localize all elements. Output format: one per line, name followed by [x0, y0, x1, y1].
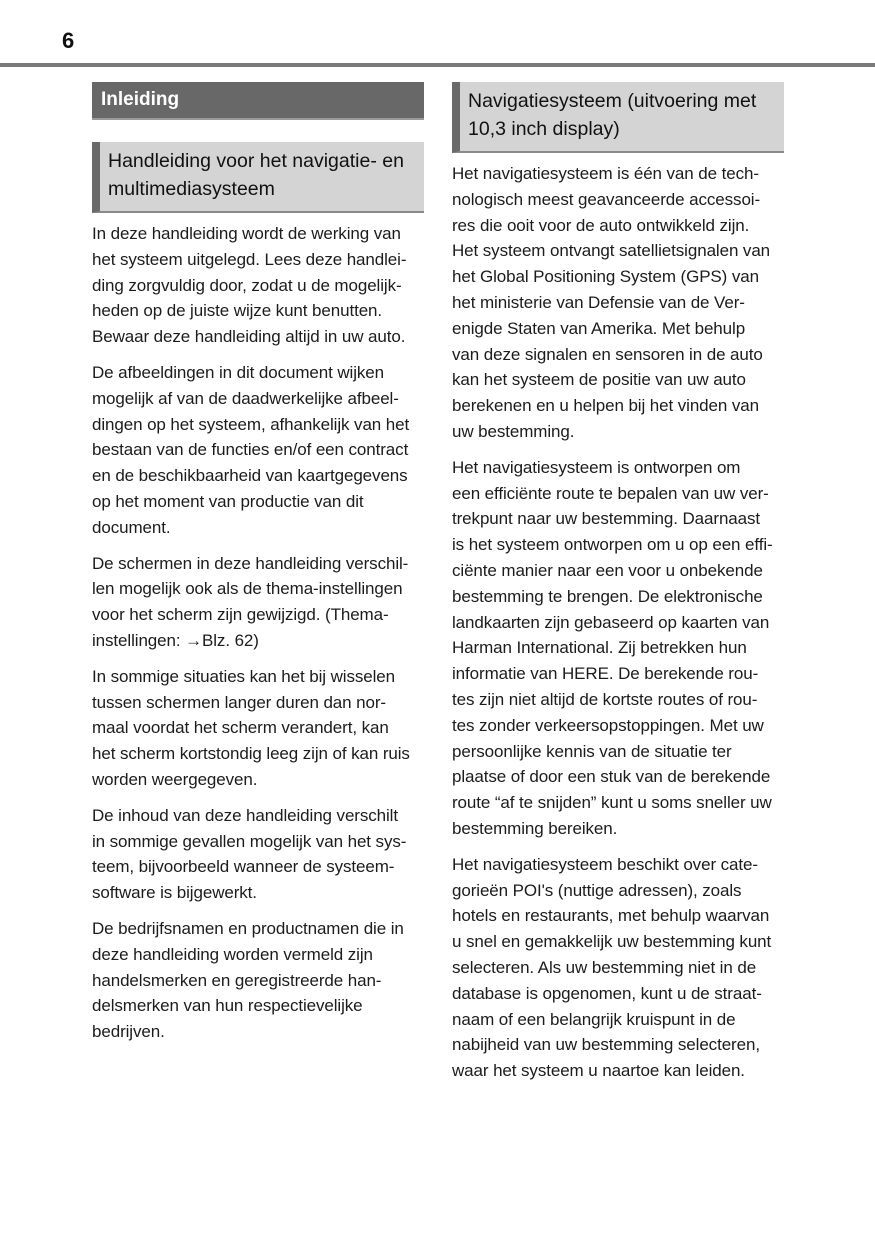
- text-line: plaatse of door een stuk van de berekende: [452, 767, 771, 787]
- text-line: het Global Positioning System (GPS) van: [452, 267, 759, 287]
- text-line: tussen schermen langer duren dan nor-: [92, 692, 386, 712]
- text-line: een efficiënte route te bepalen van uw ver-: [452, 483, 769, 503]
- paragraph: [452, 161, 784, 445]
- text-line: en de beschikbaarheid van kaartgegevens: [92, 466, 408, 486]
- left-column: [92, 82, 424, 1055]
- page-reference-link[interactable]: instellingen: →Blz. 62): [92, 630, 259, 650]
- text-line: software is bijgewerkt.: [92, 883, 257, 903]
- paragraph: [452, 852, 784, 1084]
- text-line: De afbeeldingen in dit document wijken: [92, 362, 384, 382]
- text-line: u snel en gemakkelijk uw bestemming kunt: [452, 932, 772, 952]
- text-line: In deze handleiding wordt de werking van: [92, 224, 401, 243]
- page-number: 6: [62, 28, 75, 53]
- text-line: bedrijven.: [92, 1022, 165, 1042]
- text-line: kan het systeem de positie van uw auto: [452, 370, 746, 390]
- text-line: database is opgenomen, kunt u de straat-: [452, 983, 762, 1003]
- subsection-title-line: Handleiding voor het navigatie- en: [108, 150, 404, 172]
- subsection-title-line: multimediasysteem: [108, 178, 275, 200]
- text-line: handelsmerken en geregistreerde han-: [92, 970, 382, 990]
- text-line: informatie van HERE. De berekende rou-: [452, 664, 759, 684]
- text-line: van deze signalen en sensoren in de auto: [452, 344, 763, 364]
- text-line: ding zorgvuldig door, zodat u de mogelijk-: [92, 275, 402, 295]
- text-line: hotels en restaurants, met behulp waarvan: [452, 906, 770, 926]
- text-line: enigde Staten van Amerika. Met behulp: [452, 318, 746, 338]
- text-line: Het navigatiesysteem beschikt over cate-: [452, 854, 758, 874]
- text-line: tes zijn niet altijd de kortste routes of rou-: [452, 689, 758, 709]
- text-line: gorieën POI's (nuttige adressen), zoals: [452, 880, 742, 900]
- text-line: nologisch meest geavanceerde accessoi-: [452, 189, 761, 209]
- text-line: teem, bijvoorbeeld wanneer de systeem-: [92, 857, 395, 877]
- subsection-title: [452, 82, 784, 153]
- right-column: [452, 82, 784, 1094]
- text-line: De inhoud van deze handleiding verschilt: [92, 805, 398, 825]
- text-line: deze handleiding worden vermeld zijn: [92, 944, 373, 964]
- text-line: route “af te snijden” kunt u soms sneller uw: [452, 793, 772, 813]
- right-body: [452, 161, 784, 1084]
- text-line: maal voordat het scherm verandert, kan: [92, 718, 389, 738]
- text-line: selecteren. Als uw bestemming niet in de: [452, 957, 757, 977]
- subsection-title-line: 10,3 inch display): [468, 118, 620, 140]
- text-line: In sommige situaties kan het bij wisselen: [92, 666, 395, 686]
- section-title: Inleiding: [92, 82, 424, 120]
- text-line: waar het systeem u naartoe kan leiden.: [452, 1061, 745, 1081]
- text-line: ciënte manier naar een voor u onbekende: [452, 560, 763, 580]
- text-line: delsmerken van hun respectievelijke: [92, 996, 363, 1016]
- text-line: De schermen in deze handleiding verschil-: [92, 553, 409, 573]
- paragraph: [92, 221, 424, 350]
- paragraph: [92, 664, 424, 793]
- text-line: naam of een belangrijk kruispunt in de: [452, 1009, 736, 1029]
- paragraph: [92, 803, 424, 906]
- text-line: uw bestemming.: [452, 421, 575, 441]
- text-line: persoonlijke kennis van de situatie ter: [452, 741, 732, 761]
- paragraph: [452, 455, 784, 842]
- text-line: Bewaar deze handleiding altijd in uw auto.: [92, 327, 406, 347]
- text-line: voor het scherm zijn gewijzigd. (Thema-: [92, 605, 389, 625]
- text-line: dingen op het systeem, afhankelijk van het: [92, 414, 410, 434]
- text-line: het systeem uitgelegd. Lees deze handlei-: [92, 249, 407, 269]
- text-line: bestaan van de functies en/of een contract: [92, 440, 409, 460]
- paragraph: [92, 551, 424, 654]
- text-line: het scherm kortstondig leeg zijn of kan ruis: [92, 744, 410, 764]
- text-line: landkaarten zijn gebaseerd op kaarten van: [452, 612, 770, 632]
- text-line: berekenen en u helpen bij het vinden van: [452, 396, 759, 416]
- text-line: document.: [92, 517, 171, 537]
- text-line: tes zonder verkeersopstoppingen. Met uw: [452, 715, 764, 735]
- paragraph: [92, 360, 424, 541]
- subsection-title-line: Navigatiesysteem (uitvoering met: [468, 90, 757, 112]
- text-line: len mogelijk ook als de thema-instellingen: [92, 579, 403, 599]
- subsection-title: [92, 142, 424, 213]
- text-line: in sommige gevallen mogelijk van het sys-: [92, 831, 407, 851]
- text-line: Harman International. Zij betrekken hun: [452, 638, 747, 658]
- header-rule: [0, 63, 875, 67]
- text-line: res die ooit voor de auto ontwikkeld zijn.: [452, 215, 750, 235]
- text-line: trekpunt naar uw bestemming. Daarnaast: [452, 509, 761, 529]
- text-line: mogelijk af van de daadwerkelijke afbeel-: [92, 388, 399, 408]
- left-body: [92, 221, 424, 1045]
- text-line: nabijheid van uw bestemming selecteren,: [452, 1035, 760, 1055]
- text-line: De bedrijfsnamen en productnamen die in: [92, 918, 404, 938]
- paragraph: [92, 916, 424, 1045]
- text-line: bestemming bereiken.: [452, 818, 618, 838]
- text-line: op het moment van productie van dit: [92, 491, 364, 511]
- text-line: is het systeem ontworpen om u op een effi-: [452, 535, 773, 555]
- text-line: bestemming te brengen. De elektronische: [452, 586, 763, 606]
- text-line: Het navigatiesysteem is één van de tech-: [452, 164, 759, 183]
- text-line: Het systeem ontvangt satellietsignalen van: [452, 241, 771, 261]
- text-line: Het navigatiesysteem is ontworpen om: [452, 457, 741, 477]
- text-line: worden weergegeven.: [92, 769, 258, 789]
- text-line: heden op de juiste wijze kunt benutten.: [92, 301, 383, 321]
- text-line: het ministerie van Defensie van de Ver-: [452, 292, 745, 312]
